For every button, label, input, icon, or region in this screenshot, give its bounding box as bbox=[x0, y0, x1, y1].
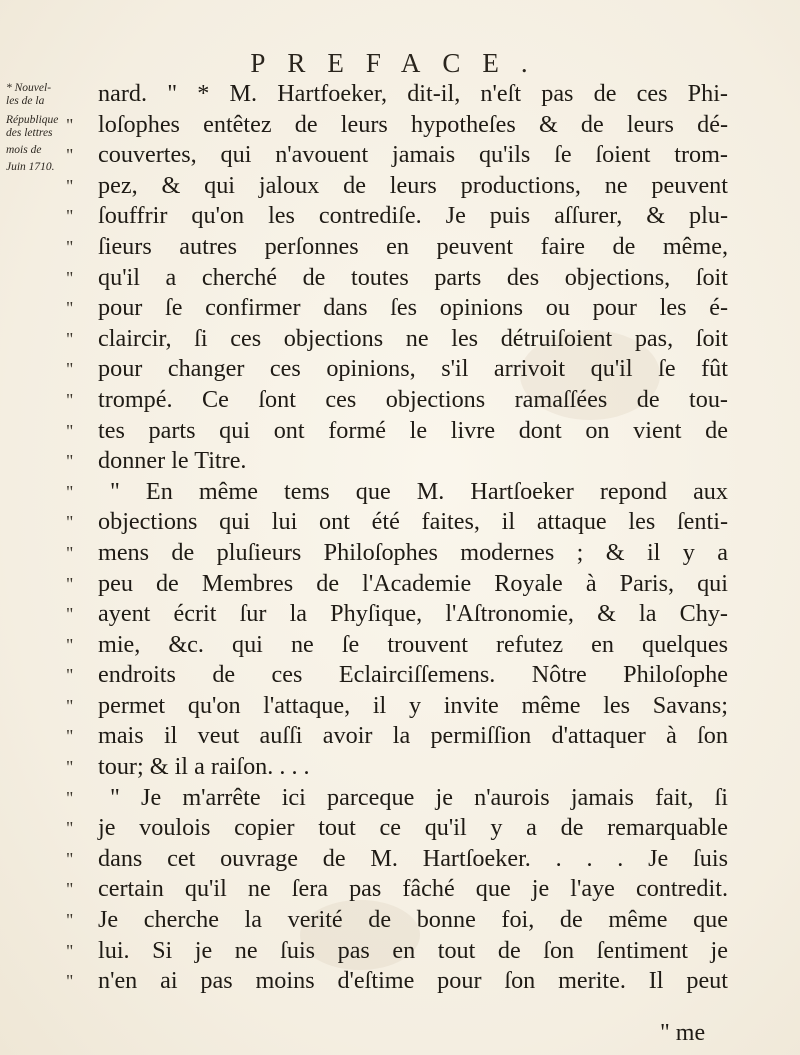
quote-mark: " bbox=[66, 298, 74, 319]
text-line: mais il veut auſſi avoir la permiſſion d'attaquer à ſon bbox=[98, 722, 728, 750]
quote-mark: " bbox=[66, 757, 74, 778]
quote-mark: " bbox=[66, 879, 74, 900]
quote-mark: " bbox=[66, 634, 74, 655]
quote-mark: " bbox=[66, 389, 74, 410]
text-line: trompé. Ce ſont ces objections ramaſſées de tou- bbox=[98, 385, 728, 413]
quote-mark bbox=[66, 79, 96, 110]
margin-note bbox=[6, 82, 58, 174]
text-line: Je cherche la verité de bonne foi, de même que bbox=[98, 906, 728, 934]
quote-mark: " bbox=[66, 848, 74, 869]
quote-mark: " bbox=[66, 145, 74, 166]
text-line: donner le Titre. bbox=[98, 447, 247, 475]
quote-mark: " bbox=[66, 114, 74, 135]
margin-note-line: * Nouvel- bbox=[6, 82, 52, 94]
quote-mark: " bbox=[66, 236, 74, 257]
body-text bbox=[98, 79, 728, 997]
text-line: claircir, ſi ces objections ne les détruiſoient pas, ſoit bbox=[98, 324, 728, 352]
text-line: peu de Membres de l'Academie Royale à Paris, qui bbox=[98, 569, 728, 597]
text-line: pour ſe confirmer dans ſes opinions ou pour les é- bbox=[98, 294, 728, 322]
text-line: " Je m'arrête ici parceque je n'aurois jamais fait, ſi bbox=[110, 783, 728, 811]
catchword: " me bbox=[660, 1020, 706, 1046]
text-line: loſophes entêtez de leurs hypotheſes & de leurs dé- bbox=[98, 110, 728, 138]
text-line: pez, & qui jaloux de leurs productions, ne peuvent bbox=[98, 171, 728, 199]
quote-mark: " bbox=[66, 451, 74, 472]
text-line: permet qu'on l'attaque, il y invite même les Savans; bbox=[98, 691, 728, 719]
quote-mark: " bbox=[66, 481, 74, 502]
text-line: qu'il a cherché de toutes parts des objections, ſoit bbox=[98, 263, 728, 291]
quote-mark: " bbox=[66, 726, 74, 747]
quote-mark: " bbox=[66, 175, 74, 196]
quote-mark: " bbox=[66, 787, 74, 808]
text-line: tes parts qui ont formé le livre dont on vient de bbox=[98, 416, 728, 444]
text-line: ſieurs autres perſonnes en peuvent faire de même, bbox=[98, 232, 728, 260]
text-line: objections qui lui ont été faites, il attaque les ſenti- bbox=[98, 508, 728, 536]
text-line: ſouffrir qu'on les contrediſe. Je puis aſſurer, & plu- bbox=[98, 202, 728, 230]
text-line: " En même tems que M. Hartſoeker repond aux bbox=[110, 477, 728, 505]
text-line: ayent écrit ſur la Phyſique, l'Aſtronomie, & la Chy- bbox=[98, 600, 728, 628]
page-header: PREFACE. bbox=[250, 48, 550, 78]
margin-note-line: mois de bbox=[6, 144, 42, 156]
text-line: nard. " * M. Hartfoeker, dit-il, n'eſt pas de ces Phi- bbox=[98, 80, 728, 107]
margin-note-line: les de la bbox=[6, 95, 45, 107]
quote-mark: " bbox=[66, 267, 74, 288]
text-line: tour; & il a raiſon. . . . bbox=[98, 753, 310, 781]
quote-mark-column bbox=[66, 79, 96, 997]
quote-mark: " bbox=[66, 971, 74, 992]
text-line: je voulois copier tout ce qu'il y a de remarquable bbox=[98, 814, 728, 842]
text-line: certain qu'il ne ſera pas fâché que je l'aye contredit. bbox=[98, 875, 728, 903]
margin-note-line: République bbox=[6, 114, 59, 126]
margin-note-line: Juin 1710. bbox=[6, 161, 55, 173]
text-line: mens de pluſieurs Philoſophes modernes ; & il y a bbox=[98, 538, 728, 566]
quote-mark: " bbox=[66, 512, 74, 533]
quote-mark: " bbox=[66, 940, 74, 961]
quote-mark: " bbox=[66, 910, 74, 931]
text-line: n'en ai pas moins d'eſtime pour ſon merite. Il peut bbox=[98, 967, 728, 995]
quote-mark: " bbox=[66, 328, 74, 349]
text-line: couvertes, qui n'avouent jamais qu'ils ſe ſoient trom- bbox=[98, 141, 728, 169]
quote-mark: " bbox=[66, 573, 74, 594]
quote-mark: " bbox=[66, 818, 74, 839]
margin-note-line: des lettres bbox=[6, 127, 53, 139]
quote-mark: " bbox=[66, 206, 74, 227]
quote-mark: " bbox=[66, 604, 74, 625]
text-line: dans cet ouvrage de M. Hartſoeker. . . . Je ſuis bbox=[98, 844, 728, 872]
quote-mark: " bbox=[66, 420, 74, 441]
text-line: pour changer ces opinions, s'il arrivoit qu'il ſe fût bbox=[98, 355, 728, 383]
text-line: endroits de ces Eclairciſſemens. Nôtre Philoſophe bbox=[98, 661, 728, 689]
quote-mark: " bbox=[66, 542, 74, 563]
text-line: mie, &c. qui ne ſe trouvent refutez en quelques bbox=[98, 630, 728, 658]
quote-mark: " bbox=[66, 695, 74, 716]
quote-mark: " bbox=[66, 665, 74, 686]
text-line: lui. Si je ne ſuis pas en tout de ſon ſentiment je bbox=[98, 936, 728, 964]
quote-mark: " bbox=[66, 359, 74, 380]
